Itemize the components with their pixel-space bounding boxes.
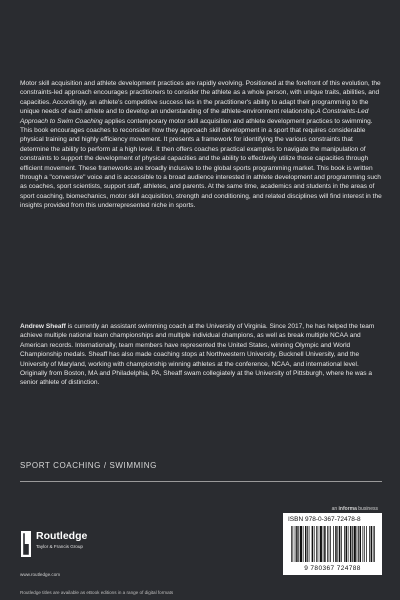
barcode-bar [341,526,342,562]
barcode-bar [350,526,351,562]
routledge-logo [20,530,88,562]
barcode-bar [316,526,317,562]
barcode-bar [374,526,375,562]
isbn-label: ISBN 978-0-367-72478-8 [288,516,361,523]
description-part-2: applies contemporary motor skill acquisition and athlete development practices to swimming. This book encourages coaches to reconsider how they approach skill development in a sport that requires considerable physical training and highly efficiency movement. It presents a framework for identifying the various constraints that determine the ability to perform at a high level. It then offers coaches practical examples to navigate the manipulation of constraints to support the development of physical capacities and the ability to effectively utilize those capacities through efficient movement. These frameworks are broadly inclusive to the global sports programming market. This book is written through a "conversive" voice and is accessible to a broad audience interested in athlete development and programming such as coaches, sport scientists, support staff, athletes, and parents. At the same time, academics and students in the areas of sport coaching, biomechanics, motor skill acquisition, strength and conditioning, and related disciplines will find interest in the insights provided from this underrepresented niche in sports. [20,117,382,210]
barcode-bar [352,526,353,562]
barcode-bar [291,526,292,562]
barcode-bar [309,526,310,562]
barcode-bar [337,526,338,562]
barcode-bar [312,526,313,562]
description-paragraph [20,79,382,211]
barcode-bar [323,526,324,562]
barcode-bars [291,526,375,562]
barcode-bar [348,526,349,562]
barcode-bar [330,526,331,562]
barcode-bar [296,526,297,562]
publisher-group: Taylor & Francis Group [36,544,83,549]
book-title-italic: A Constraints-Led Approach to Swim Coaching [20,108,369,125]
barcode-bar [333,526,334,562]
barcode-bar [360,526,361,562]
barcode-bar [346,526,347,562]
barcode-bar [298,526,299,562]
barcode-bar [358,526,359,562]
divider-line [20,481,382,482]
barcode-bar [324,526,325,562]
publisher-website[interactable]: www.routledge.com [20,572,61,577]
bio-text: is currently an assistant swimming coach at the University of Virginia. Since 2017, he has helped the team achieve multiple national team championships and multiple individual champions, as well as break multiple NCAA and American records. Internationally, team members have represented the United States, winning Olympic and World Championship medals. Sheaff has also made coaching stops at Northwestern University, Bucknell University, and the University of Maryland, working with championship winning athletes at the conference, NCAA, and international level. Originally from Boston, MA and Philadelphia, PA, Sheaff swam collegiately at the University of Pittsburgh, where he was a senior athlete of distinction. [20,323,375,387]
barcode-bar [373,526,374,562]
routledge-mark-icon [20,530,32,558]
barcode-bar [320,526,322,562]
barcode-bar [295,526,296,562]
informa-suffix: business [356,506,378,512]
author-name: Andrew Sheaff [20,323,66,330]
barcode-bar [362,526,363,562]
barcode-bar [339,526,340,562]
barcode-bar [318,526,319,562]
informa-prefix: an [331,506,339,512]
barcode-bar [344,526,345,562]
barcode-bar [369,526,370,562]
barcode-bar [366,526,367,562]
publisher-name: Routledge [36,530,88,542]
subject-category: SPORT COACHING / SWIMMING [20,461,157,470]
barcode-bar [300,526,302,562]
barcode-bar [303,526,304,562]
barcode-bar [329,526,330,562]
barcode-bar [335,526,336,562]
informa-business-tag [332,506,378,512]
bio-paragraph [20,322,382,388]
book-description [20,79,382,211]
barcode-bar [364,526,365,562]
barcode-digits: 9 780367 724788 [304,565,361,572]
informa-brand: informa [338,506,357,512]
barcode-bar [292,526,293,562]
barcode-bar [314,526,315,562]
isbn-barcode [283,513,382,575]
barcode-bar [354,526,356,562]
description-part-1: Motor skill acquisition and athlete development practices are rapidly evolving. Positioned at the forefront of this evolution, the constraints-led approach encourages practitioners to consider the athlete as a whole person, with unique traits, abilities, and capacities. Accordingly, an athlete's competitive success lies in the practitioner's ability to adapt their programming to the unique needs of each athlete and to develop an understanding of the athlete-environment relationship. [20,80,381,116]
ebook-note: Routledge titles are available as eBook editions in a range of digital formats [20,590,174,595]
barcode-bar [305,526,306,562]
barcode-bar [357,526,358,562]
barcode-bar [371,526,372,562]
author-bio [20,322,382,388]
barcode-bar [327,526,328,562]
barcode-bar [307,526,308,562]
